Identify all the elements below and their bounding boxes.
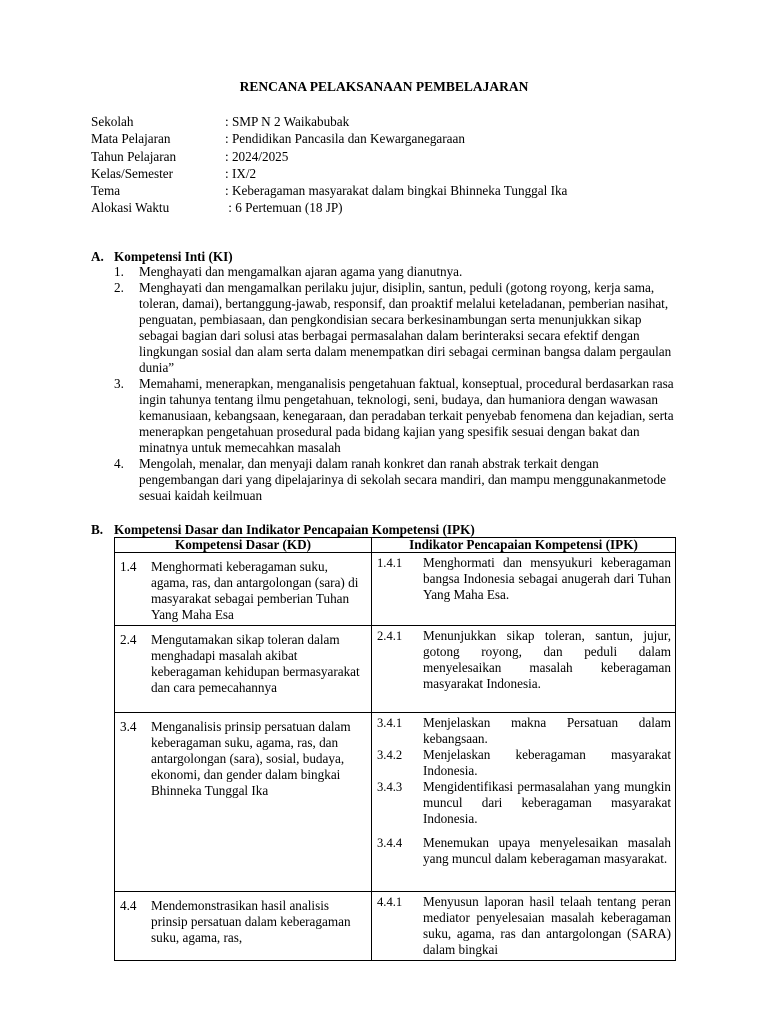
- kd-number: 2.4: [120, 632, 137, 647]
- table-row: [115, 713, 676, 892]
- ipk-text: Menyusun laporan hasil telaah tentang peran mediator penyelesaian masalah keberagaman suku, agama, ras dan antargolongan (SARA) dalam bingkai: [423, 894, 671, 957]
- kd-text: Menganalisis prinsip persatuan dalam keberagaman suku, agama, ras, dan antargolongan (sara), sosial, budaya, ekonomi, dan gender dalam bingkai Bhinneka Tunggal Ika: [151, 719, 351, 798]
- info-value: : 2024/2025: [225, 148, 289, 164]
- column-header-ipk: Indikator Pencapaian Kompetensi (IPK): [372, 538, 676, 553]
- ki-item: 3. Memahami, menerapkan, menganalisis pengetahuan faktual, konseptual, procedural berdasarkan rasa ingin tahunya tentang ilmu pengetahuan, teknologi, seni, budaya, dan humaniora dengan wawasan kemanusiaan, kebangsaan, kenegaraan, dan peradaban terkait penyebab fenomena dan kejadian, serta menerapkan pengetahuan prosedural pada bidang kajian yang spesifik sesuai dengan bakat dan minatnya untuk memecahkan masalah: [114, 376, 674, 455]
- ipk-number: 3.4.1: [377, 716, 403, 730]
- ipk-number: 3.4.2: [377, 748, 403, 762]
- ki-item: 2. Menghayati dan mengamalkan perilaku jujur, disiplin, santun, peduli (gotong royong, kerja sama, toleran, damai), bertanggung-jawab, responsif, dan proaktif melalui keteladanan, pemberian nasihat, penguatan, pembiasaan, dan pengkondisian secara berkesinambungan serta menunjukkan sikap sebagai bagian dari solusi atas berbagai permasalahan dalam berinteraksi secara efektif dengan lingkungan sosial dan alam serta dalam menempatkan diri sebagai cerminan bangsa dalam pergaulan dunia”: [114, 280, 672, 375]
- ki-item: 1. Menghayati dan mengamalkan ajaran agama yang dianutnya.: [114, 264, 463, 279]
- info-label: Tahun Pelajaran: [91, 148, 177, 164]
- kd-number: 1.4: [120, 559, 137, 574]
- info-row: [91, 200, 567, 217]
- ipk-text: Menjelaskan keberagaman masyarakat Indonesia.: [423, 747, 671, 778]
- ipk-text: Menemukan upaya menyelesaikan masalah yang muncul dalam keberagaman masyarakat.: [423, 835, 671, 866]
- ipk-number: 4.4.1: [377, 895, 403, 909]
- section-b-heading: B. Kompetensi Dasar dan Indikator Pencapaian Kompetensi (IPK): [91, 522, 475, 537]
- table-row: [115, 626, 676, 713]
- ki-item: 4. Mengolah, menalar, dan menyaji dalam ranah konkret dan ranah abstrak terkait dengan pengembangan dari yang dipelajarinya di sekolah secara mandiri, dan mampu menggunakanmetode sesuai kaidah keilmuan: [114, 456, 666, 503]
- document-title: RENCANA PELAKSANAAN PEMBELAJARAN: [239, 79, 529, 94]
- kd-ipk-table: [114, 537, 676, 961]
- kd-text: Mendemonstrasikan hasil analisis prinsip persatuan dalam keberagaman suku, agama, ras,: [151, 898, 351, 945]
- info-value: : Keberagaman masyarakat dalam bingkai Bhinneka Tunggal Ika: [225, 183, 568, 199]
- kd-number: 4.4: [120, 898, 137, 913]
- ipk-number: 3.4.4: [377, 836, 403, 850]
- ipk-text: Mengidentifikasi permasalahan yang mungkin muncul dari keberagaman masyarakat Indonesia.: [423, 779, 671, 826]
- kd-number: 3.4: [120, 719, 137, 734]
- ki-list: [114, 264, 679, 504]
- info-row: [91, 149, 567, 166]
- info-label: Mata Pelajaran: [91, 131, 171, 147]
- kd-text: Mengutamakan sikap toleran dalam menghadapi masalah akibat keberagaman kehidupan bermasyarakat dan cara pemecahannya: [151, 632, 360, 695]
- table-row: [115, 553, 676, 626]
- kd-cell: [115, 713, 372, 892]
- info-row: [91, 131, 567, 148]
- ipk-text: Menunjukkan sikap toleran, santun, jujur, gotong royong, dan peduli dalam menyelesaikan masalah keberagaman masyarakat Indonesia.: [423, 628, 671, 691]
- info-row: [91, 114, 567, 131]
- ipk-number: 3.4.3: [377, 780, 403, 794]
- info-label: Alokasi Waktu: [91, 200, 170, 216]
- identity-block: [91, 114, 567, 218]
- ipk-cell: [372, 626, 676, 713]
- info-value: : 6 Pertemuan (18 JP): [225, 200, 343, 216]
- ipk-number: 1.4.1: [377, 556, 403, 570]
- kd-cell: [115, 892, 372, 961]
- column-header-kd: Kompetensi Dasar (KD): [115, 538, 372, 553]
- ipk-cell: [372, 713, 676, 892]
- info-value: : Pendidikan Pancasila dan Kewarganegaraan: [225, 131, 465, 147]
- ipk-text: Menghormati dan mensyukuri keberagaman bangsa Indonesia sebagai anugerah dari Tuhan Yang Maha Esa.: [423, 555, 671, 602]
- ipk-cell: [372, 553, 676, 626]
- ipk-number: 2.4.1: [377, 629, 403, 643]
- info-row: [91, 166, 567, 183]
- table-header-row: [115, 538, 676, 553]
- info-value: : SMP N 2 Waikabubak: [225, 114, 350, 129]
- section-a-heading: A. Kompetensi Inti (KI): [91, 249, 233, 264]
- info-value: : IX/2: [225, 165, 257, 181]
- info-label: Sekolah: [91, 114, 134, 129]
- info-row: [91, 183, 567, 200]
- kd-text: Menghormati keberagaman suku, agama, ras, dan antargolongan (sara) di masyarakat sebagai pemberian Tuhan Yang Maha Esa: [151, 559, 359, 622]
- info-label: Tema: [91, 183, 121, 199]
- ipk-cell: [372, 892, 676, 961]
- table-row: [115, 892, 676, 961]
- kd-cell: [115, 626, 372, 713]
- kd-cell: [115, 553, 372, 626]
- ipk-text: Menjelaskan makna Persatuan dalam kebangsaan.: [423, 715, 671, 746]
- info-label: Kelas/Semester: [91, 165, 174, 181]
